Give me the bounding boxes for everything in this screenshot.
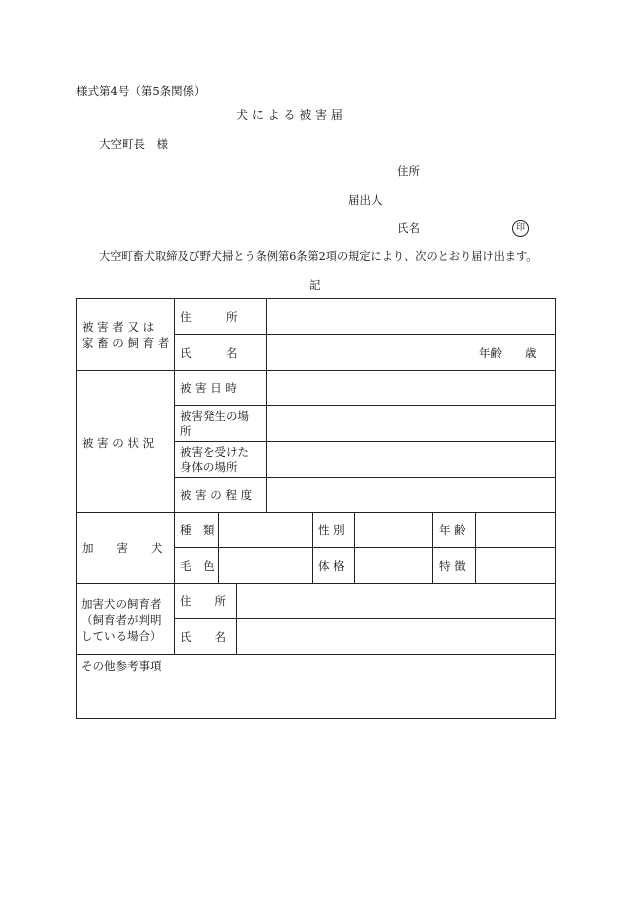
owner-header-line1: 加害犬の飼育者 bbox=[81, 597, 162, 611]
dog-age-field[interactable] bbox=[476, 513, 555, 547]
damage-degree-label: 被 害 の 程 度 bbox=[180, 488, 253, 502]
damage-place-field[interactable] bbox=[267, 406, 555, 441]
victim-header-line2: 家 畜 の 飼 育 者 bbox=[82, 336, 170, 350]
damage-datetime-label: 被 害 日 時 bbox=[180, 381, 237, 395]
coat-color-label: 毛 色 bbox=[180, 559, 215, 573]
document-title: 犬 に よ る 被 害 届 bbox=[236, 108, 343, 122]
features-label: 特 徴 bbox=[439, 559, 466, 573]
owner-address-field[interactable] bbox=[237, 584, 555, 618]
victim-name-label: 氏 名 bbox=[180, 346, 238, 360]
situation-header: 被 害 の 状 況 bbox=[82, 436, 155, 450]
body-part-label-2: 身体の場所 bbox=[180, 460, 238, 474]
rule bbox=[76, 654, 556, 655]
rule bbox=[174, 298, 175, 654]
other-notes-label: その他参考事項 bbox=[81, 659, 162, 673]
damage-degree-field[interactable] bbox=[267, 478, 555, 512]
ki-label: 記 bbox=[309, 278, 321, 292]
other-notes-field[interactable] bbox=[77, 675, 555, 718]
body-part-label-1: 被害を受けた bbox=[180, 445, 249, 459]
coat-color-field[interactable] bbox=[219, 548, 312, 583]
dog-header: 加 害 犬 bbox=[82, 541, 163, 555]
victim-address-label: 住 所 bbox=[180, 310, 238, 324]
owner-name-field[interactable] bbox=[237, 619, 555, 654]
name-label: 氏名 bbox=[397, 221, 420, 235]
sex-label: 性 別 bbox=[318, 523, 345, 537]
body-part-field[interactable] bbox=[267, 442, 555, 477]
victim-address-field[interactable] bbox=[267, 299, 555, 334]
features-field[interactable] bbox=[476, 548, 555, 583]
form-number: 様式第4号（第5条関係） bbox=[76, 84, 206, 98]
breed-field[interactable] bbox=[219, 513, 312, 547]
rule bbox=[312, 512, 313, 583]
victim-name-field[interactable] bbox=[267, 335, 467, 370]
seal-mark: 印 bbox=[512, 220, 529, 237]
physique-field[interactable] bbox=[355, 548, 432, 583]
damage-datetime-field[interactable] bbox=[267, 371, 555, 405]
dog-age-label: 年 齢 bbox=[439, 523, 466, 537]
owner-header-line2: （飼育者が判明 bbox=[81, 613, 162, 627]
victim-header-line1: 被 害 者 又 は bbox=[82, 320, 155, 334]
breed-label: 種 類 bbox=[180, 523, 215, 537]
victim-age-label: 年齢 歳 bbox=[479, 346, 537, 360]
body-text: 大空町畜犬取締及び野犬掃とう条例第6条第2項の規定により、次のとおり届け出ます。 bbox=[99, 250, 538, 263]
applicant-label: 届出人 bbox=[348, 193, 383, 207]
owner-name-label: 氏 名 bbox=[180, 630, 226, 644]
sex-field[interactable] bbox=[355, 513, 432, 547]
owner-address-label: 住 所 bbox=[180, 594, 226, 608]
addressee: 大空町長 様 bbox=[99, 137, 168, 151]
rule bbox=[432, 512, 433, 583]
damage-place-label-1: 被害発生の場 bbox=[180, 409, 249, 423]
damage-place-label-2: 所 bbox=[180, 424, 192, 438]
physique-label: 体 格 bbox=[318, 559, 345, 573]
owner-header-line3: している場合） bbox=[81, 629, 162, 643]
address-label: 住所 bbox=[397, 164, 420, 178]
